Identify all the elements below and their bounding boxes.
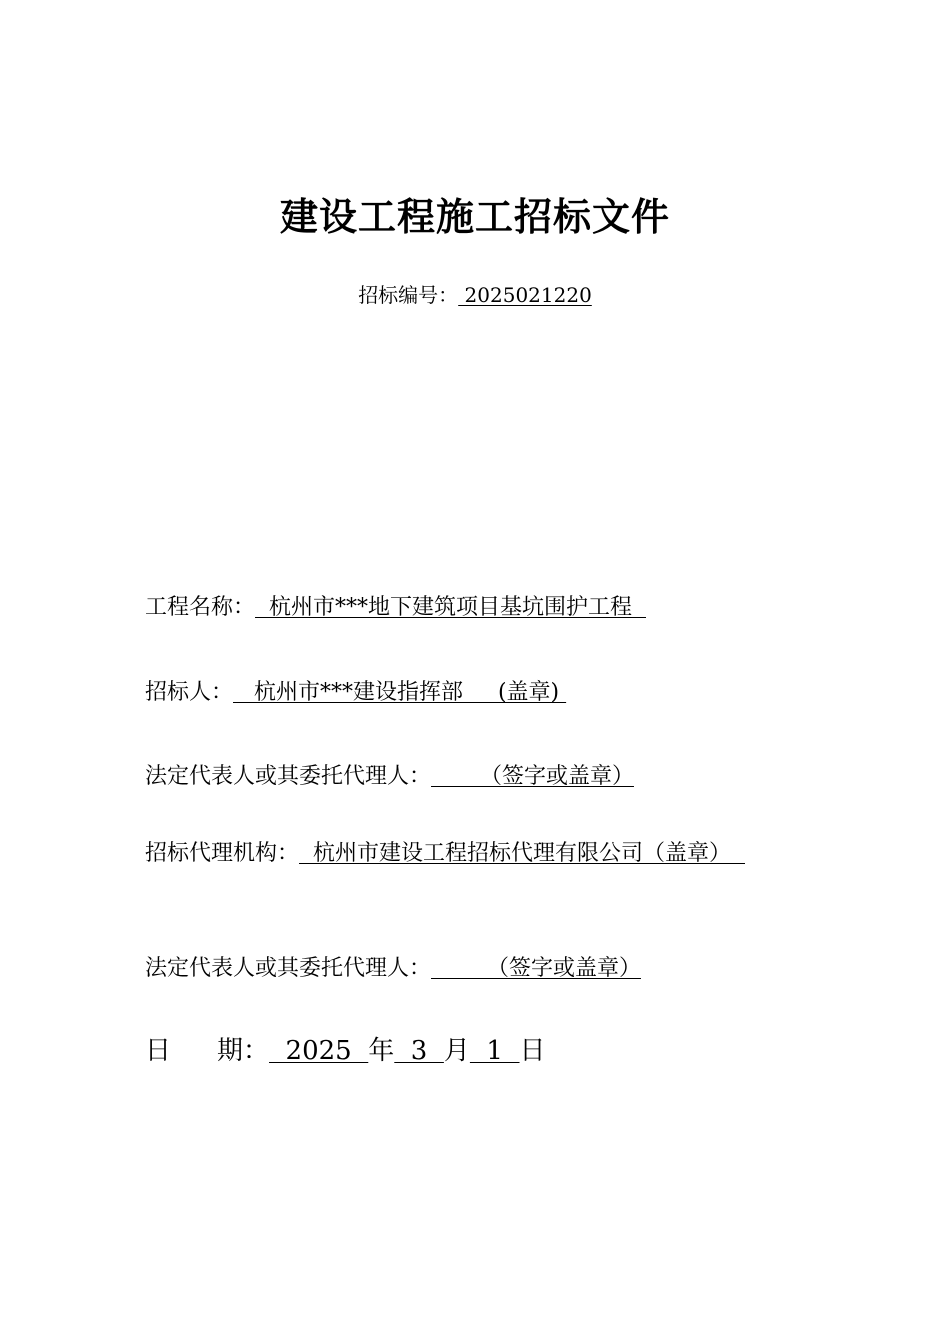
tenderer-label: 招标人： [145,680,234,705]
agency-value: 杭州市建设工程招标代理有限公司（盖章） [299,841,745,866]
date-year-unit: 年 [368,1036,395,1066]
date-label-qi: 期： [217,1036,270,1066]
date-month-value: 3 [394,1036,444,1066]
tenderer-row [145,675,566,706]
agency-label: 招标代理机构： [145,841,300,866]
date-year-value: 2025 [269,1036,369,1066]
agency-representative-label: 法定代表人或其委托代理人： [145,956,432,981]
bid-number [0,279,950,308]
date-day-unit: 日 [519,1036,546,1066]
date-row [145,1030,546,1067]
agency-row [145,841,810,867]
tenderer-representative-row [145,759,634,790]
agency-representative-row [145,951,641,982]
tenderer-value: 杭州市***建设指挥部 (盖章) [233,680,567,705]
tenderer-representative-label: 法定代表人或其委托代理人： [145,764,432,789]
project-name-label: 工程名称： [145,595,256,620]
bid-number-label: 招标编号： [358,283,459,307]
date-day-value: 1 [469,1036,520,1066]
date-label-ri: 日 [145,1036,172,1066]
agency-representative-value: （签字或盖章） [431,956,641,981]
document-title: 建设工程施工招标文件 [279,195,670,239]
bid-number-value: 2025021220 [458,283,592,307]
project-name-row [145,590,646,621]
tenderer-representative-value: （签字或盖章） [431,764,634,789]
date-month-unit: 月 [443,1036,470,1066]
project-name-value: 杭州市***地下建筑项目基坑围护工程 [255,595,646,620]
